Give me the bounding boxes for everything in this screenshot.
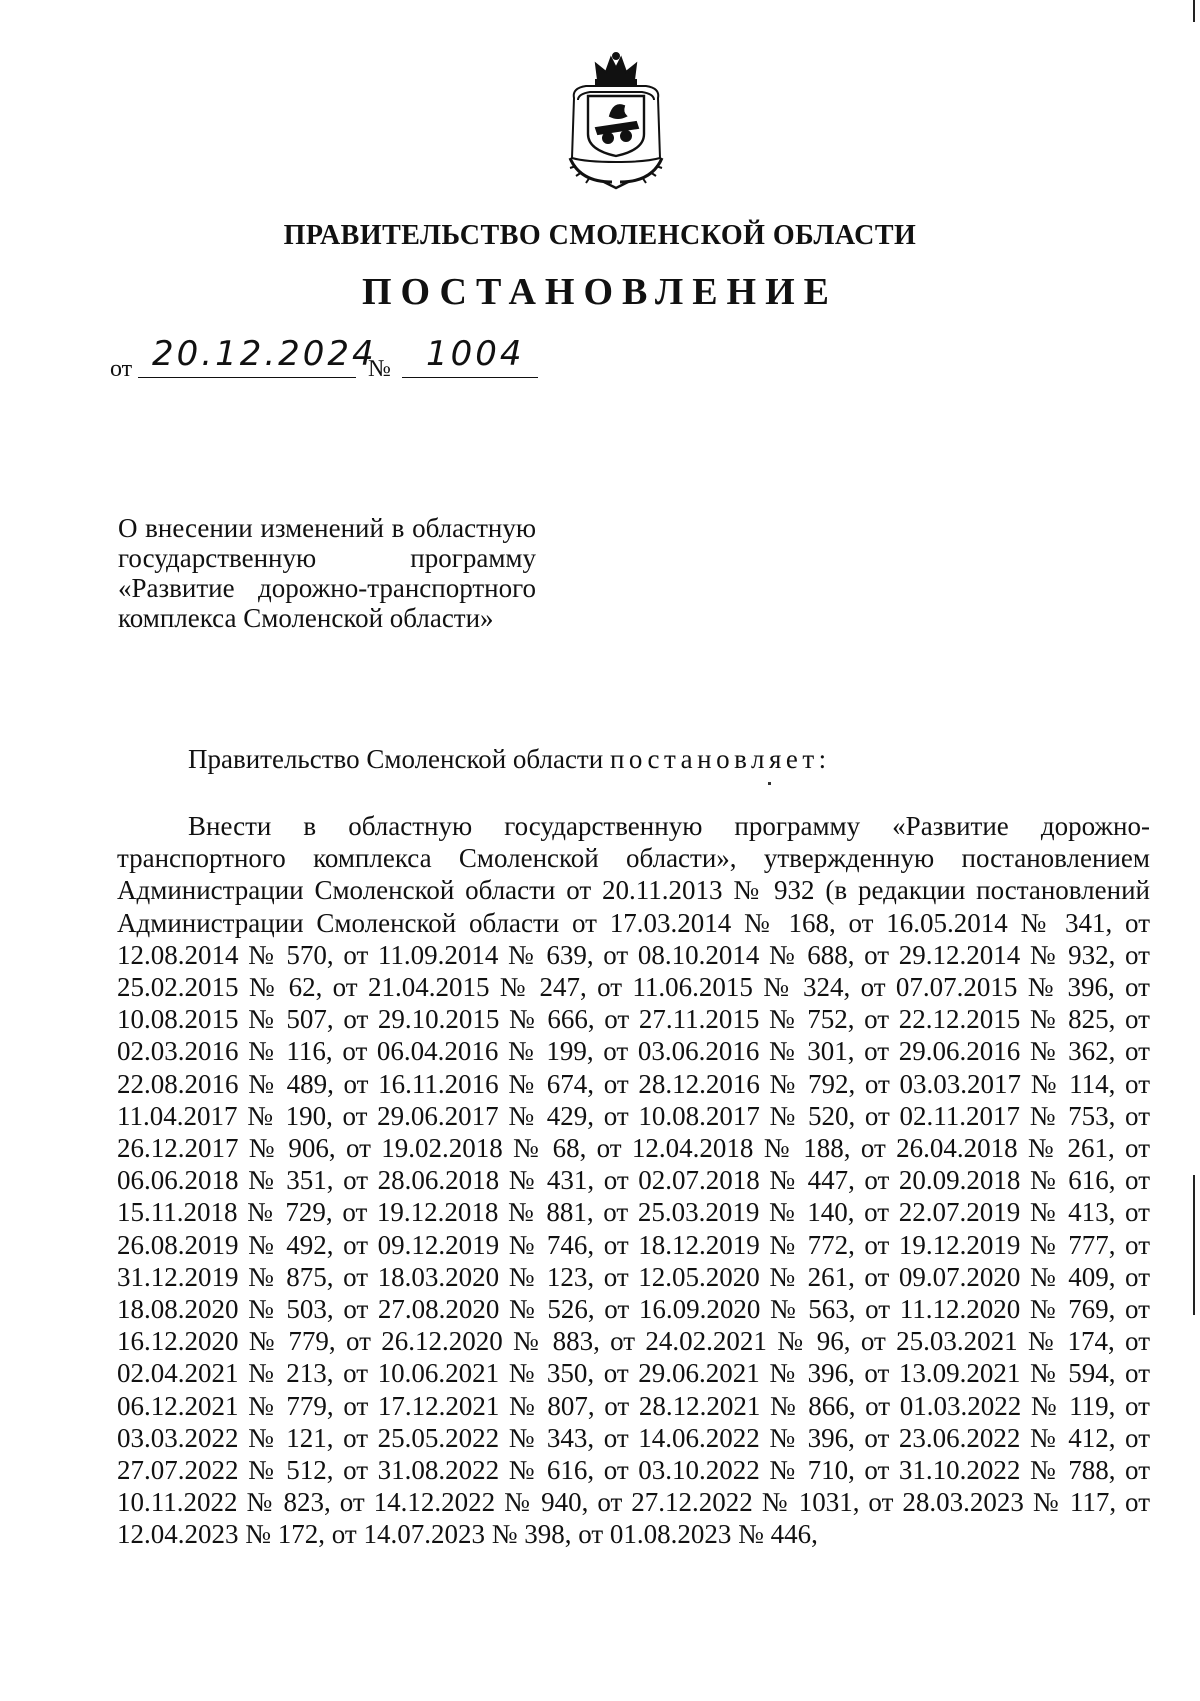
number-prefix: № — [368, 356, 391, 382]
document-subject: О внесении изменений в областную государственную программу «Развитие дорожно-транспортного комплекса Смоленской области» — [118, 513, 536, 633]
date-number-line — [110, 330, 540, 380]
date-prefix: от — [110, 356, 133, 382]
date-underline — [138, 377, 356, 378]
scan-speck — [768, 782, 771, 785]
main-paragraph: Внести в областную государственную программу «Развитие дорожно-транспортного комплекса Смоленской области», утвержденную постановлением Администрации Смоленской области от 20.11.2013 № 932 (в редакции постановлений Администрации Смоленской области от 17.03.2014 № 168, от 16.05.2014 № 341, от 12.08.2014 № 570, от 11.09.2014 № 639, от 08.10.2014 № 688, от 29.12.2014 № 932, от 25.02.2015 № 62, от 21.04.2015 № 247, от 11.06.2015 № 324, от 07.07.2015 № 396, от 10.08.2015 № 507, от 29.10.2015 № 666, от 27.11.2015 № 752, от 22.12.2015 № 825, от 02.03.2016 № 116, от 06.04.2016 № 199, от 03.06.2016 № 301, от 29.06.2016 № 362, от 22.08.2016 № 489, от 16.11.2016 № 674, от 28.12.2016 № 792, от 03.03.2017 № 114, от 11.04.2017 № 190, от 29.06.2017 № 429, от 10.08.2017 № 520, от 02.11.2017 № 753, от 26.12.2017 № 906, от 19.02.2018 № 68, от 12.04.2018 № 188, от 26.04.2018 № 261, от 06.06.2018 № 351, от 28.06.2018 № 431, от 02.07.2018 № 447, от 20.09.2018 № 616, от 15.11.2018 № 729, от 19.12.2018 № 881, от 25.03.2019 № 140, от 22.07.2019 № 413, от 26.08.2019 № 492, от 09.12.2019 № 746, от 18.12.2019 № 772, от 19.12.2019 № 777, от 31.12.2019 № 875, от 18.03.2020 № 123, от 12.05.2020 № 261, от 09.07.2020 № 409, от 18.08.2020 № 503, от 27.08.2020 № 526, от 16.09.2020 № 563, от 11.12.2020 № 769, от 16.12.2020 № 779, от 26.12.2020 № 883, от 24.02.2021 № 96, от 25.03.2021 № 174, от 02.04.2021 № 213, от 10.06.2021 № 350, от 29.06.2021 № 396, от 13.09.2021 № 594, от 06.12.2021 № 779, от 17.12.2021 № 807, от 28.12.2021 № 866, от 01.03.2022 № 119, от 03.03.2022 № 121, от 25.05.2022 № 343, от 14.06.2022 № 396, от 23.06.2022 № 412, от 27.07.2022 № 512, от 31.08.2022 № 616, от 03.10.2022 № 710, от 31.10.2022 № 788, от 10.11.2022 № 823, от 14.12.2022 № 940, от 27.12.2022 № 1031, от 28.03.2023 № 117, от 12.04.2023 № 172, от 14.07.2023 № 398, от 01.08.2023 № 446, — [117, 811, 1150, 1550]
scan-edge-line — [1193, 1175, 1195, 1315]
scan-edge-line — [1193, 0, 1195, 22]
document-type-title: ПОСТАНОВЛЕНИЕ — [361, 271, 839, 313]
coat-of-arms-emblem — [556, 50, 676, 190]
government-title: ПРАВИТЕЛЬСТВО СМОЛЕНСКОЙ ОБЛАСТИ — [283, 220, 917, 251]
handwritten-number: 1004 — [426, 334, 525, 374]
handwritten-date: 20.12.2024 — [152, 334, 377, 374]
resolve-line — [188, 744, 831, 775]
resolve-prefix: Правительство Смоленской области — [188, 744, 604, 774]
resolve-verb: постановляет: — [609, 744, 831, 774]
number-underline — [402, 377, 538, 378]
